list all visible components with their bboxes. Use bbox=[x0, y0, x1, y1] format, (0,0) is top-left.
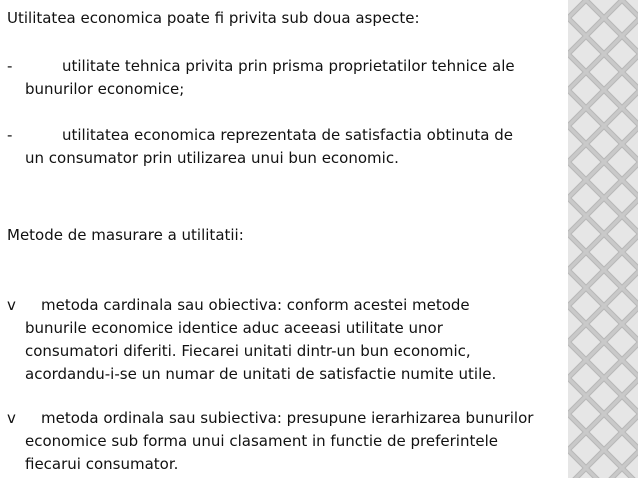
aspect-2-line-1: utilitatea economica reprezentata de satisfactia obtinuta de bbox=[62, 126, 514, 144]
aspect-1-line-2: bunurilor economice; bbox=[25, 80, 185, 98]
method-2-line-2: economice sub forma unui clasament in functie de preferintele bbox=[25, 432, 498, 450]
decorative-pattern-strip bbox=[568, 0, 638, 478]
method-1-line-1: metoda cardinala sau obiectiva: conform acestei metode bbox=[41, 296, 470, 314]
method-1-line-3: consumatori diferiti. Fiecarei unitati dintr-un bun economic, bbox=[25, 342, 471, 360]
aspect-item-2 bbox=[7, 124, 513, 170]
method-1-line-4: acordandu-i-se un numar de unitati de satisfactie numite utile. bbox=[25, 365, 497, 383]
dash-bullet: - bbox=[7, 57, 13, 75]
method-1-line-2: bunurile economice identice aduc aceeasi utilitate unor bbox=[25, 319, 443, 337]
method-2-line-1: metoda ordinala sau subiectiva: presupune ierarhizarea bunurilor bbox=[41, 409, 534, 427]
v-bullet: v bbox=[7, 409, 16, 427]
aspect-1-line-1: utilitate tehnica privita prin prisma proprietatilor tehnice ale bbox=[62, 57, 515, 75]
aspect-item-1 bbox=[7, 55, 515, 101]
method-item-1 bbox=[7, 294, 496, 386]
intro-text: Utilitatea economica poate fi privita sub doua aspecte: bbox=[7, 9, 420, 27]
methods-heading: Metode de masurare a utilitatii: bbox=[7, 226, 244, 244]
dash-bullet: - bbox=[7, 126, 13, 144]
v-bullet: v bbox=[7, 296, 16, 314]
method-item-2 bbox=[7, 407, 533, 476]
diamond-pattern bbox=[568, 0, 638, 478]
aspect-2-line-2: un consumator prin utilizarea unui bun economic. bbox=[25, 149, 399, 167]
method-2-line-3: fiecarui consumator. bbox=[25, 455, 179, 473]
